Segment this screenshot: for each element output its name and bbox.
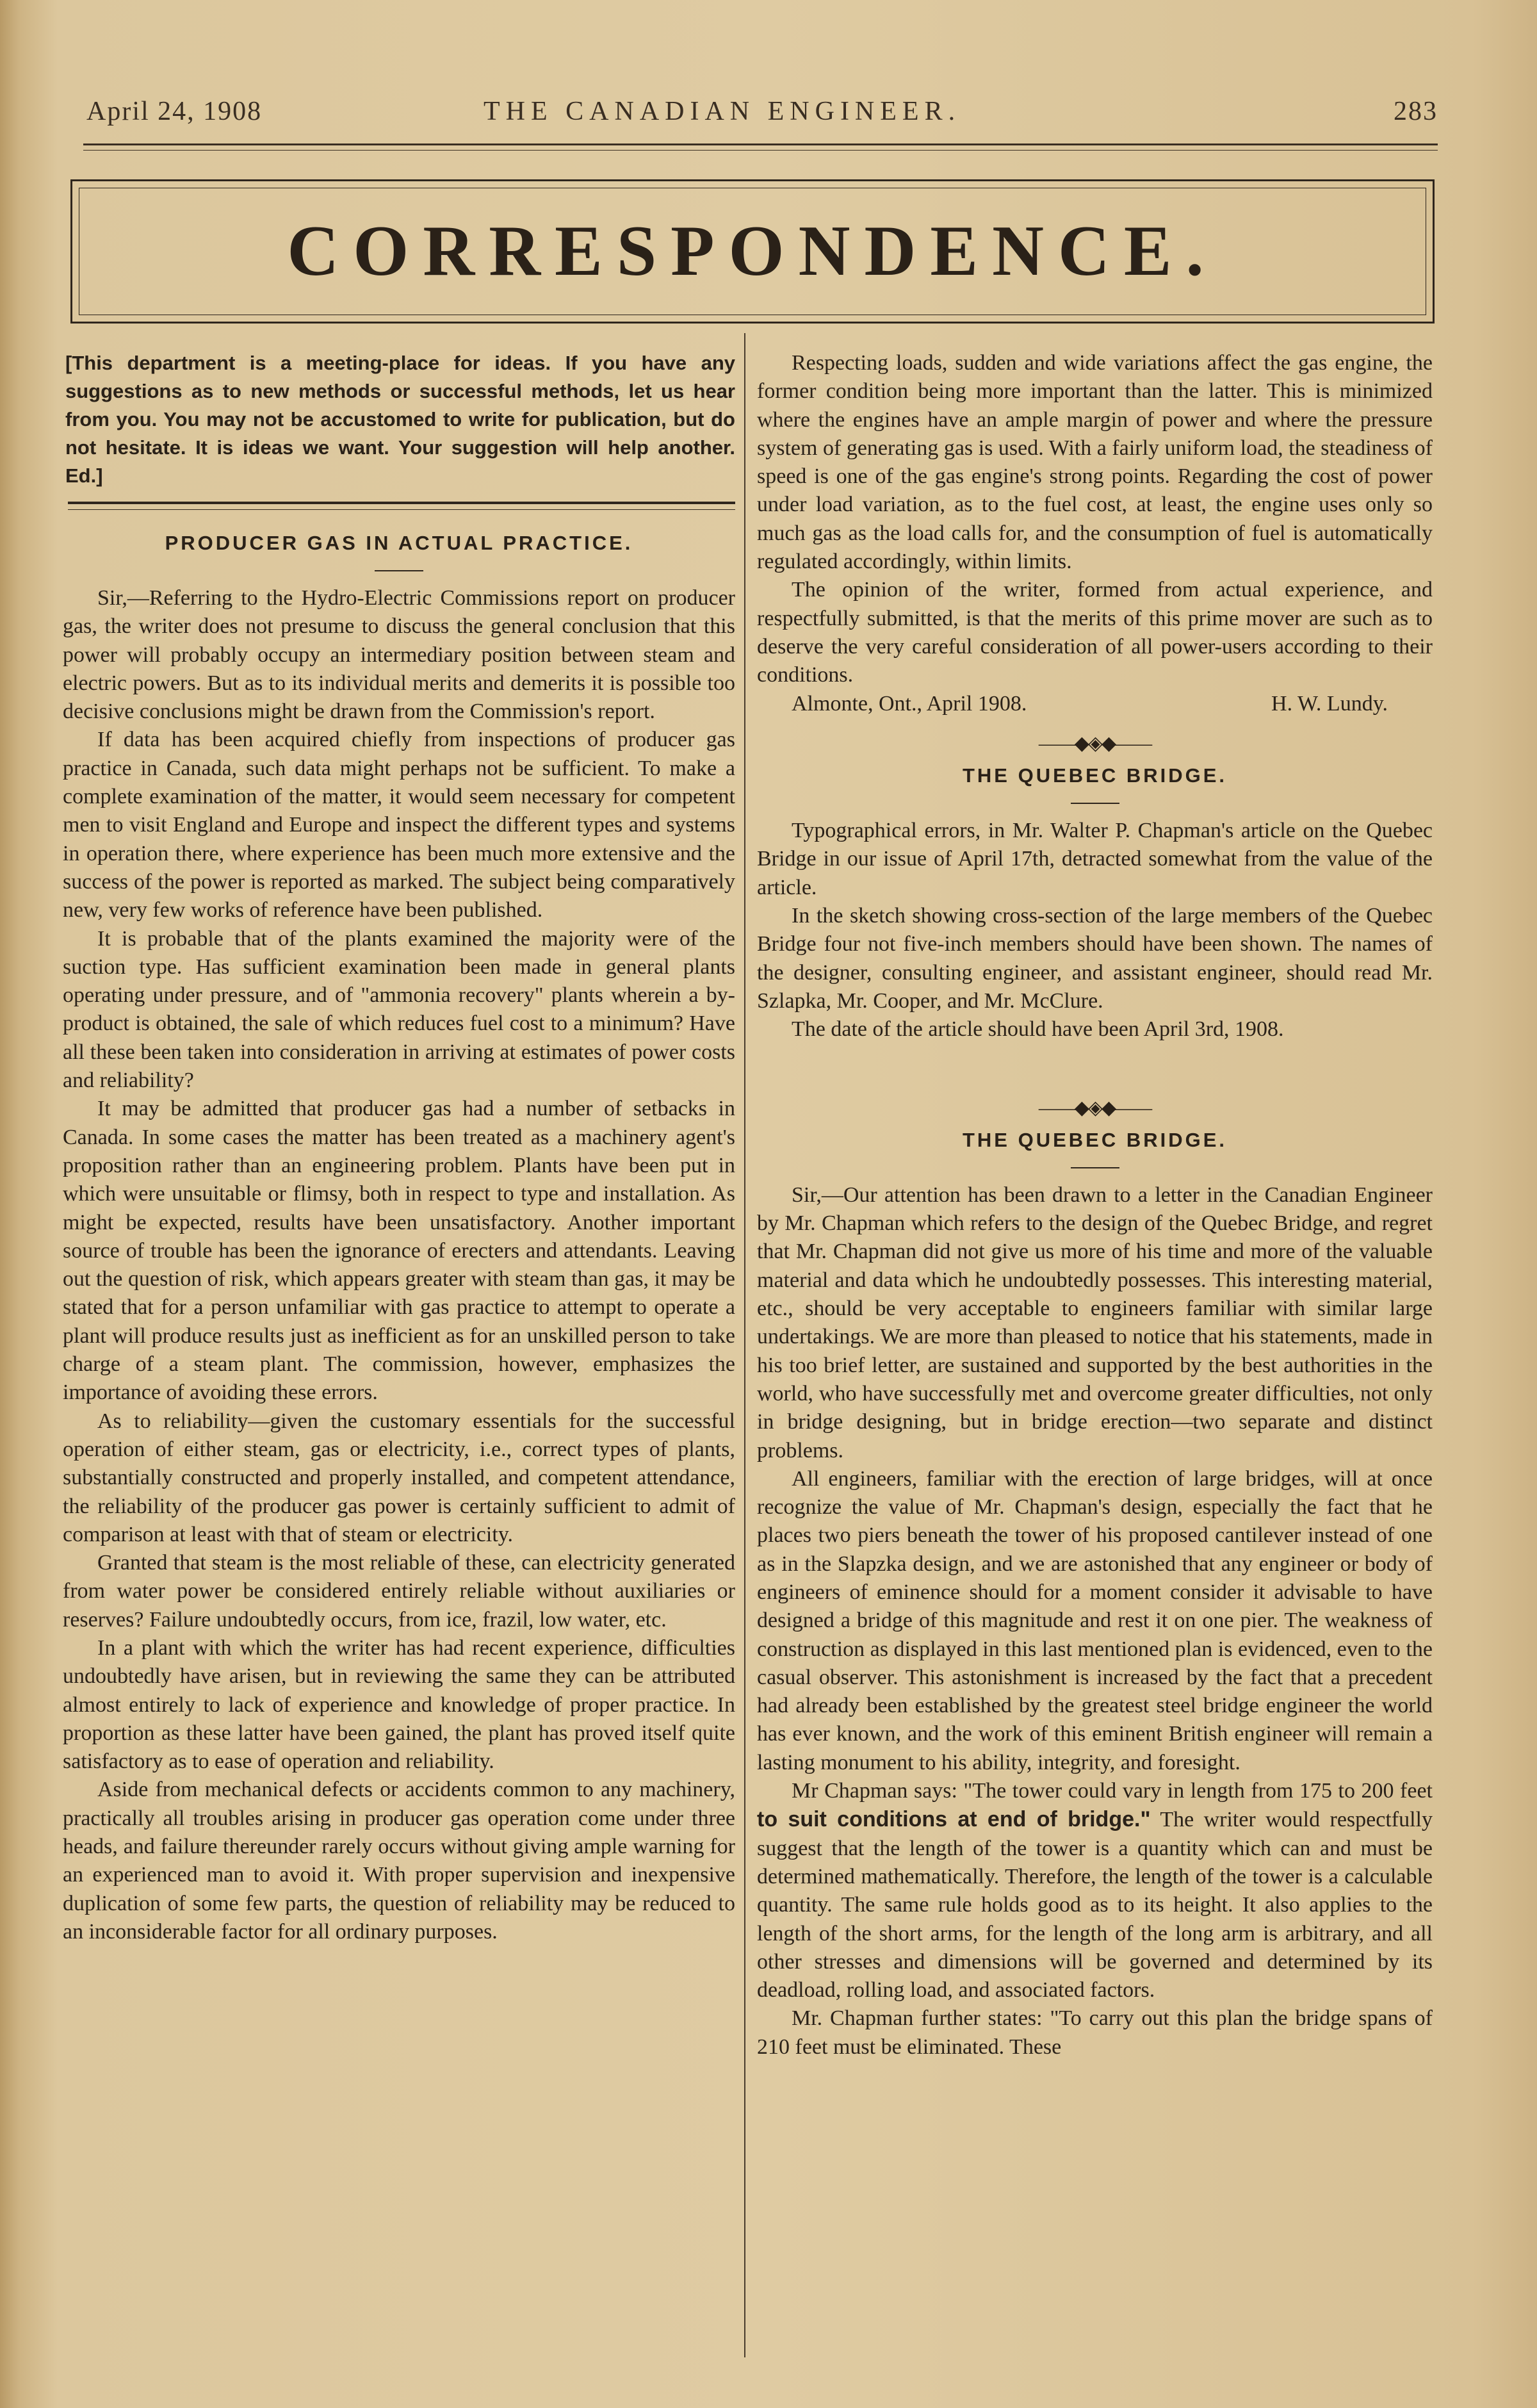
spacer [757, 1044, 1433, 1083]
running-header [86, 96, 1438, 135]
paragraph: It may be admitted that producer gas had a number of setbacks in Canada. In some cases the matter has been treated as a machinery agent's proposition rather than an engineering problem. Plants have been put in which were unsuitable or flimsy, both in respect to type and installation. As might be expected, results have been unsatisfactory. Another important source of trouble has been the ignorance of erecters and attendants. Leaving out the question of risk, which appears greater with steam than gas, it may be stated that for a person unfamiliar with gas practice to attempt to operate a plant will produce results just as inefficient as for an unskilled person to take charge of a steam plant. The commission, however, emphasizes the importance of avoiding these errors. [63, 1097, 735, 1405]
paragraph: It is probable that of the plants examined the majority were of the suction type. Has sufficient examination been made in general plants operating under pressure, and of "ammonia recovery" plants wherein a by-product is obtained, the sale of which reduces fuel cost to a minimum? Have all these been taken into consideration in arriving at estimates of power costs and reliability? [63, 926, 735, 1093]
paragraph: Sir,—Our attention has been drawn to a letter in the Canadian Engineer by Mr. Chapman which refers to the design of the Quebec Bridge, and regret that Mr. Chapman did not give us more of his time and more of the valuable material and data which he undoubtedly possesses. This interesting material, etc., should be very acceptable to engineers familiar with similar large undertakings. We are more than pleased to notice that his statements, made in his too brief letter, are sustained and supported by the best authorities in the world, who have successfully met and overcome greater difficulties, not only in bridge designing, but in bridge erection—two separate and distinct problems. [757, 1183, 1433, 1462]
header-rule-thick [83, 143, 1438, 145]
signature-name: H. W. Lundy. [1271, 691, 1388, 716]
paragraph [757, 1777, 1433, 2004]
bold-quote: to suit conditions at end of bridge." [757, 1807, 1151, 1832]
paragraph: Aside from mechanical defects or accidents common to any machinery, practically all troubles arising in producer gas operation come under three heads, and failure thereunder rarely occurs without giving ample warning for an experienced man to avoid it. With proper supervision and inexpensive duplication of some few parts, the question of reliability may be reduced to an inconsiderable factor for all ordinary purposes. [63, 1778, 735, 1944]
paragraph: All engineers, familiar with the erection of large bridges, will at once recognize the value of Mr. Chapman's design, especially the fact that he places two piers beneath the tower of his proposed cantilever instead of one as in the Slapzka design, and we are astonished that any engineer or body of engineers of eminence should for a moment consider it advisable to have designed a bridge of this magnitude and rest it on one pier. The weakness of construction as displayed in this last mentioned plan is evidenced, even to the casual observer. This astonishment is increased by the fact that a precedent had already been established by the greatest steel bridge engineer the world has ever known, and the work of this eminent British engineer will remain a lasting monument to his ability, integrity, and foresight. [757, 1466, 1433, 1774]
ornament-divider: ——◆◈◆—— [1038, 732, 1151, 754]
header-rule-thin [83, 150, 1438, 151]
title-rule [1071, 1167, 1119, 1168]
paragraph: The date of the article should have been April 3rd, 1908. [792, 1017, 1284, 1042]
article-title-quebec-bridge-1: THE QUEBEC BRIDGE. [962, 764, 1228, 787]
paragraph-text: The writer would respectfully suggest that the length of the tower is a quantity which can and must be determined mathematically. Therefore, the length of the tower is a calculable quantity. The same rule holds good as to its height. It also applies to the length of the short arms, for the length of the long arm is arbitrary, and all other stresses and dimensions will be governed and determined by its deadload, rolling load, and associated factors. [757, 1808, 1433, 2003]
paragraph: Granted that steam is the most reliable of these, can electricity generated from water power be considered entirely reliable without auxiliaries or reserves? Failure undoubtedly occurs, from ice, frazil, low water, etc. [63, 1551, 735, 1632]
paragraph: Respecting loads, sudden and wide variations affect the gas engine, the former condition being more important than the latter. This is minimized where the engines have an ample margin of power and where the pressure system of generating gas is used. With a fairly uniform load, the steadiness of speed is one of the gas engine's strong points. Regarding the cost of power under load variation, as to the fuel cost, at least, the engine uses only so much gas as the load calls for, and the consumption of fuel is automatically regulated accordingly, within limits. [757, 351, 1433, 574]
paragraph: As to reliability—given the customary essentials for the successful operation of either steam, gas or electricity, i.e., correct types of plants, substantially constructed and properly installed, and competent attendance, the reliability of the producer gas power is certainly sufficient to admit of comparison at least with that of steam or electricity. [63, 1409, 735, 1546]
paragraph: Sir,—Referring to the Hydro-Electric Commissions report on producer gas, the writer does not presume to discuss the general conclusion that this power will probably occupy an intermediary position between steam and electric powers. But as to its individual merits and demerits it is possible too decisive conclusions might be drawn from the Commission's report. [63, 586, 735, 724]
paragraph: In the sketch showing cross-section of the large members of the Quebec Bridge four not five-inch members should have been shown. The names of the designer, consulting engineer, and assistant engineer, should read Mr. Szlapka, Mr. Cooper, and Mr. McClure. [757, 904, 1433, 1013]
signature-line [757, 690, 1433, 718]
column-divider [744, 333, 745, 2357]
right-column [757, 349, 1433, 2061]
editor-note: [This department is a meeting-place for ideas. If you have any suggestions as to new methods or successful methods, let us hear from you. You may not be accustomed to write for publication, but do not hesitate. It is ideas we want. Your suggestion will help another. Ed.] [65, 352, 735, 487]
ornament-divider: ——◆◈◆—— [1038, 1097, 1151, 1118]
note-rule-thick [68, 502, 735, 504]
section-title-box [70, 179, 1435, 324]
left-column [63, 349, 735, 1946]
paragraph-text: Mr Chapman says: "The tower could vary in length from 175 to 200 feet [792, 1779, 1433, 1803]
page-number: 283 [1394, 97, 1438, 126]
journal-name: THE CANADIAN ENGINEER. [484, 97, 961, 126]
issue-date: April 24, 1908 [86, 97, 263, 126]
title-rule [1071, 803, 1119, 804]
paragraph: Mr. Chapman further states: "To carry out this plan the bridge spans of 210 feet must be eliminated. These [757, 2006, 1433, 2059]
note-rule-thin [68, 509, 735, 510]
paragraph: In a plant with which the writer has had recent experience, difficulties undoubtedly have arisen, but in reviewing the same they can be attributed almost entirely to lack of experience and knowledge of proper practice. In proportion as these latter have been gained, the plant has proved itself quite satisfactory as to ease of operation and reliability. [63, 1635, 735, 1774]
paragraph: Typographical errors, in Mr. Walter P. Chapman's article on the Quebec Bridge in our issue of April 17th, detracted somewhat from the value of the article. [757, 819, 1433, 899]
article-title-quebec-bridge-2: THE QUEBEC BRIDGE. [962, 1128, 1228, 1151]
signature-place-date: Almonte, Ont., April 1908. [792, 691, 1027, 716]
paragraph: The opinion of the writer, formed from actual experience, and respectfully submitted, is that the merits of this prime mover are such as to deserve the very careful consideration of all power-users according to their conditions. [757, 578, 1433, 687]
title-rule [375, 570, 423, 571]
section-title: CORRESPONDENCE. [287, 211, 1218, 291]
article-title-producer-gas: PRODUCER GAS IN ACTUAL PRACTICE. [165, 532, 633, 554]
paragraph: If data has been acquired chiefly from inspections of producer gas practice in Canada, such data might perhaps not be sufficient. To make a complete examination of the matter, it would seem necessary for competent men to visit England and Europe and inspect the different types and systems in operation there, where experience has been much more extensive and the success of the power is reported as marked. The subject being comparatively new, very few works of reference have been published. [63, 728, 735, 922]
